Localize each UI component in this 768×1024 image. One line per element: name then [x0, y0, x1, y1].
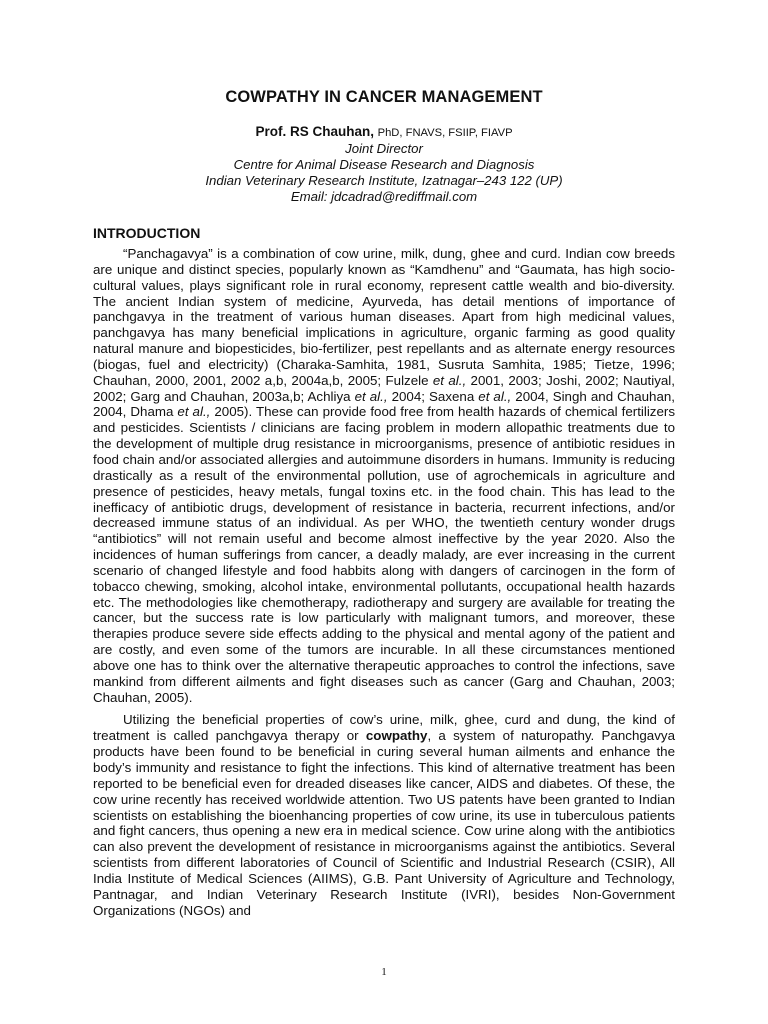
citation-et-al: et al., — [354, 388, 388, 404]
paragraph-2 — [93, 712, 675, 918]
citation-et-al: et al., — [478, 388, 512, 404]
text-run: “Panchagavya” is a combination of cow urine, milk, dung, ghee and curd. Indian cow breeds are unique and distinct species, popularly known as “Kamdhenu” and “Gaumata, has high socio-cultural values, plays significant role in rural economy, represent cattle wealth and bio-diversity. The ancient Indian system of medicine, Ayurveda, has detail mentions of importance of panchgavya in the treatment of various human diseases. Apart from high medicinal values, panchgavya has many beneficial implications in agriculture, organic farming as good quality natural manure and biopesticides, bio-fertilizer, pest repellants and as alternate energy resources (biogas, fuel and electricity) (Charaka-Samhita, 1981, Susruta Samhita, 1985; Tietze, 1996; Chauhan, 2000, 2001, 2002 a,b, 2004a,b, 2005; Fulzele — [93, 246, 675, 388]
section-heading: INTRODUCTION — [93, 225, 201, 241]
author-position: Joint Director — [345, 141, 423, 156]
paper-title: COWPATHY IN CANCER MANAGEMENT — [225, 88, 543, 106]
page-number: 1 — [381, 966, 387, 978]
author-block — [0, 124, 768, 205]
text-run: Utilizing the beneficial properties of cow’s urine, milk, ghee, curd and dung, the kind of treatment is called panchgavya therapy or — [93, 712, 675, 744]
author-email: Email: jdcadrad@rediffmail.com — [290, 189, 478, 204]
paragraph-1 — [93, 246, 675, 705]
text-run: 2004; Saxena — [387, 388, 479, 404]
text-run: , a system of naturopathy. Panchgavya products have been found to be beneficial in curing several human ailments and enhance the body’s immunity and resistance to fight the infections. This kind of alternative treatment has been reported to be beneficial even for dreaded diseases like cancer, AIDS and diabetes. Of these, the cow urine recently has received worldwide attention. Two US patents have been granted to Indian scientists on establishing the bioenhancing properties of cow urine, its use in tuberculous patients and fight cancers, thus opening a new era in medical science. Cow urine along with the antibiotics can also prevent the development of resistance in microorganisms against the antibiotics. Several scientists from different laboratories of Council of Scientific and Industrial Research (CSIR), All India Institute of Medical Sciences (AIIMS), G.B. Pant University of Agriculture and Technology, Pantnagar, and Indian Veterinary Research Institute (IVRI), besides Non-Government Organizations (NGOs) and — [93, 728, 675, 918]
citation-et-al: et al., — [177, 404, 211, 420]
author-name: Prof. RS Chauhan, — [255, 124, 374, 139]
cowpathy-term: cowpathy — [365, 728, 428, 744]
text-run: 2004, Singh and Chauhan, 2004, Dhama — [93, 388, 676, 420]
text-run: 2001, 2003; Joshi, 2002; Nautiyal, 2002; Garg and Chauhan, 2003a,b; Achliya — [93, 372, 675, 404]
citation-et-al: et al., — [432, 372, 467, 388]
body-text — [93, 246, 675, 918]
author-credentials: PhD, FNAVS, FSIIP, FIAVP — [377, 127, 513, 139]
author-name-line — [0, 124, 768, 141]
text-run: 2005). These can provide food free from health hazards of chemical fertilizers and pesticides. Scientists / clinicians are facing problem in modern allopathic treatments due to the development of multiple drug resistance in microorganisms, presence of antibiotic residues in food chain and/or associated allergies and autoimmune disorders in humans. Immunity is reducing drastically as a result of the environmental pollution, use of agrochemicals in agriculture and presence of pesticides, heavy metals, fungal toxins etc. in the food chain. This has lead to the inefficacy of antibiotic drugs, development of resistance in bacteria, recurrent infections, and/or decreased immune status of an individual. As per WHO, the twentieth century wonder drugs “antibiotics” will not remain useful and become almost ineffective by the year 2020. Also the incidences of human sufferings from cancer, a deadly malady, are ever increasing in the current scenario of changed lifestyle and food habbits along with dangers of carcinogen in the form of tobacco chewing, smoking, alcohol intake, environmental pollutants, occupational health hazards etc. The methodologies like chemotherapy, radiotherapy and surgery are available for treating the cancer, but the success rate is low particularly with malignant tumors, and moreover, these therapies produce severe side effects adding to the physical and mental agony of the patient and are costly, and even some of the tumors are incurable. In all these circumstances mentioned above one has to think over the alternative therapeutic approaches to control the infections, save mankind from different ailments and fight diseases such as cancer (Garg and Chauhan, 2003; Chauhan, 2005). — [93, 404, 675, 705]
author-institute: Indian Veterinary Research Institute, Izatnagar–243 122 (UP) — [205, 173, 563, 188]
author-department: Centre for Animal Disease Research and Diagnosis — [233, 157, 535, 172]
